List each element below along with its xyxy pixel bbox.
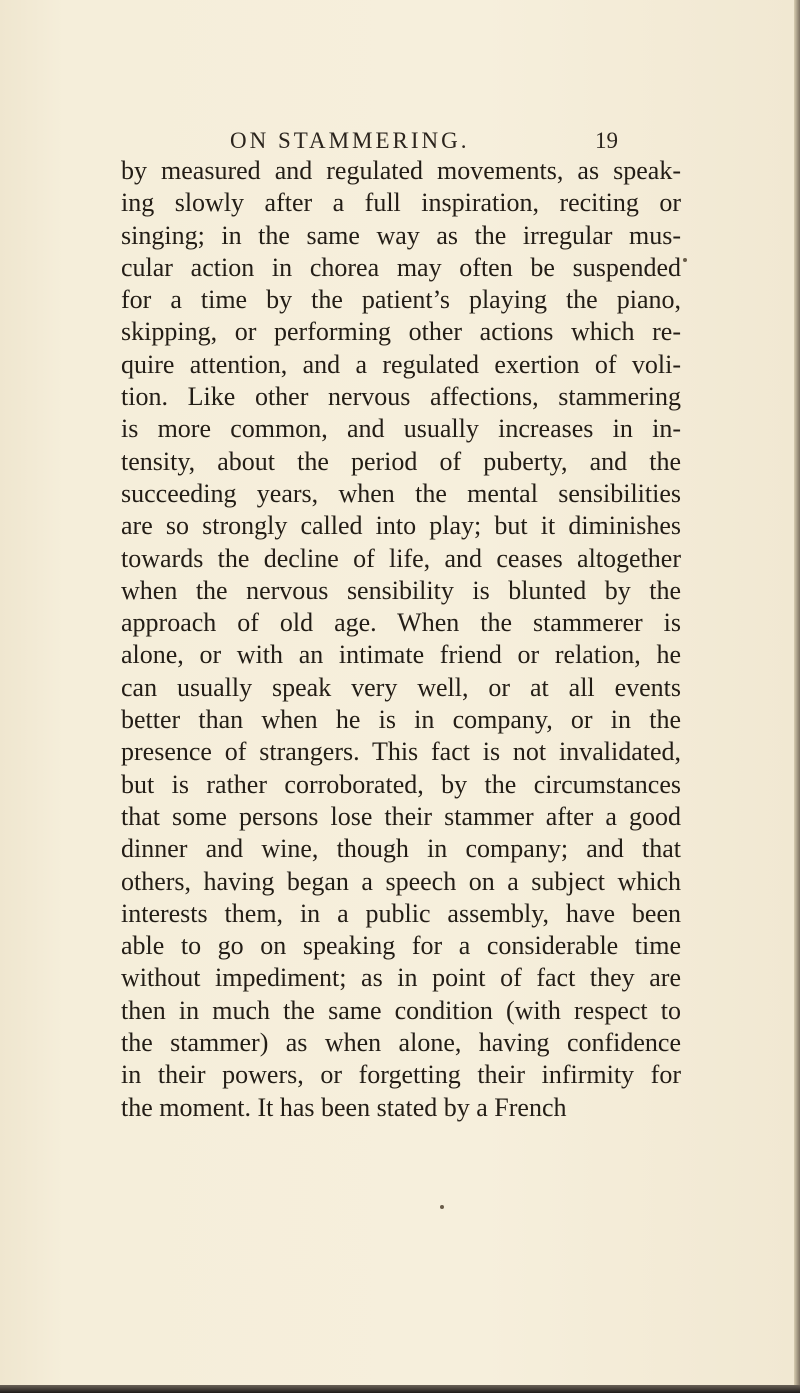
text-line: when the nervous sensibility is blunted by the (121, 575, 681, 605)
ink-speck (683, 258, 687, 262)
running-head (0, 120, 800, 154)
text-line: without impediment; as in point of fact they are (121, 963, 681, 993)
text-line: quire attention, and a regulated exertion of voli- (121, 349, 681, 379)
page-bottom-edge (0, 1385, 800, 1393)
text-line: the stammer) as when alone, having confidence (121, 1028, 681, 1058)
text-line: dinner and wine, though in company; and that (121, 834, 681, 864)
text-line: others, having began a speech on a subject which (121, 866, 681, 896)
text-line: for a time by the patient’s playing the piano, (121, 285, 681, 315)
text-line: approach of old age. When the stammerer is (121, 608, 681, 638)
running-title: ON STAMMERING. (230, 128, 470, 153)
text-line: then in much the same condition (with respect to (121, 995, 681, 1025)
text-line: cular action in chorea may often be suspended (121, 252, 681, 282)
body-text (121, 155, 681, 1124)
text-line: skipping, or performing other actions which re- (121, 317, 681, 347)
text-line: succeeding years, when the mental sensibilities (121, 478, 681, 508)
text-line: can usually speak very well, or at all events (121, 672, 681, 702)
text-line: interests them, in a public assembly, have been (121, 898, 681, 928)
text-line: in their powers, or forgetting their infirmity for (121, 1060, 681, 1090)
text-line: better than when he is in company, or in the (121, 705, 681, 735)
text-line: by measured and regulated movements, as speak- (121, 156, 681, 185)
text-line: presence of strangers. This fact is not invalidated, (121, 737, 681, 767)
ink-speck (440, 1205, 444, 1209)
text-line: are so strongly called into play; but it diminishes (121, 511, 681, 541)
text-line: but is rather corroborated, by the circumstances (121, 769, 681, 799)
text-line: is more common, and usually increases in in- (121, 414, 681, 444)
text-line: able to go on speaking for a considerable time (121, 931, 681, 961)
page-number: 19 (595, 128, 618, 153)
text-line: tion. Like other nervous affections, stammering (121, 382, 681, 412)
text-line: ing slowly after a full inspiration, reciting or (121, 188, 681, 218)
text-line: tensity, about the period of puberty, and the (121, 446, 681, 476)
text-line: towards the decline of life, and ceases altogether (121, 543, 681, 573)
text-line: the moment. It has been stated by a French (121, 1092, 567, 1122)
page-edge-shadow (794, 0, 800, 1393)
text-line: alone, or with an intimate friend or relation, he (121, 640, 681, 670)
text-line: singing; in the same way as the irregular mus- (121, 220, 681, 250)
text-line: that some persons lose their stammer after a good (121, 801, 681, 831)
